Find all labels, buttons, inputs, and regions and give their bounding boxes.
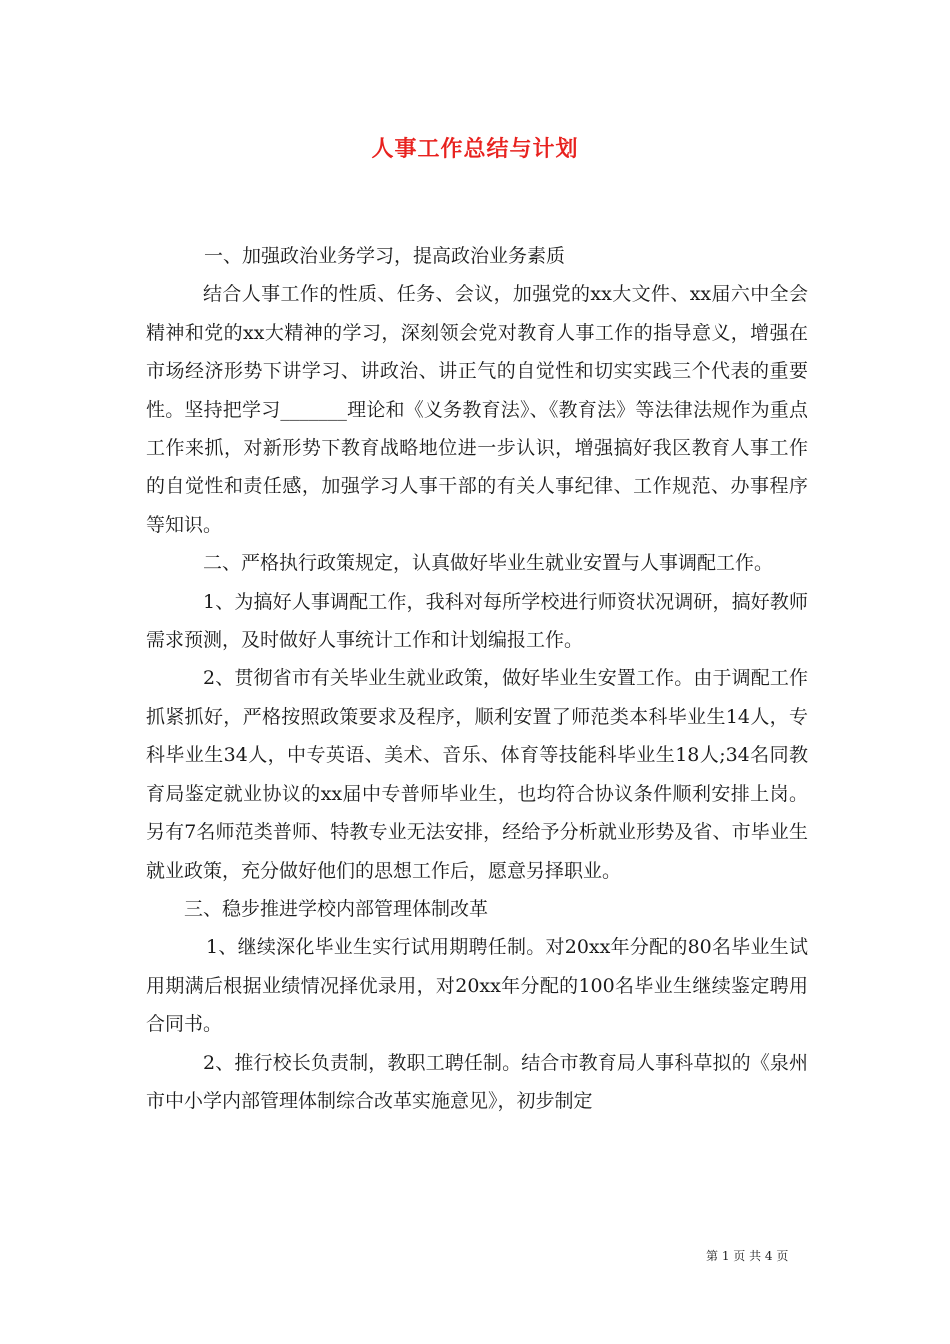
paragraph-3-2: 2、推行校长负责制，教职工聘任制。结合市教育局人事科草拟的《泉州市中小学内部管理体制综合改革实施意见》，初步制定 <box>146 1051 808 1112</box>
paragraph-3-1: 1、继续深化毕业生实行试用期聘任制。对20xx年分配的80名毕业生试用期满后根据业绩情况择优录用，对20xx年分配的100名毕业生继续鉴定聘用合同书。 <box>146 936 808 1036</box>
document-body <box>146 237 808 1120</box>
section-heading-2: 二、严格执行政策规定，认真做好毕业生就业安置与人事调配工作。 <box>203 552 774 575</box>
paragraph-1: 结合人事工作的性质、任务、会议，加强党的xx大文件、xx届六中全会精神和党的xx大精神的学习，深刻领会党对教育人事工作的指导意义，增强在市场经济形势下讲学习、讲政治、讲正气的自觉性和切实实践三个代表的重要性。坚持把学习_______理论和《义务教育法》、《教育法》等法律法规作为重点工作来抓，对新形势下教育战略地位进一步认识，增强搞好我区教育人事工作的自觉性和责任感，加强学习人事干部的有关人事纪律、工作规范、办事程序等知识。 <box>146 283 808 536</box>
paragraph-2-2: 2、贯彻省市有关毕业生就业政策，做好毕业生安置工作。由于调配工作抓紧抓好，严格按照政策要求及程序，顺利安置了师范类本科毕业生14人，专科毕业生34人，中专英语、美术、音乐、体育等技能科毕业生18人;34名同教育局鉴定就业协议的xx届中专普师毕业生，也均符合协议条件顺利安排上岗。另有7名师范类普师、特教专业无法安排，经给予分析就业形势及省、市毕业生就业政策，充分做好他们的思想工作后，愿意另择职业。 <box>146 667 808 882</box>
paragraph-2-1: 1、为搞好人事调配工作，我科对每所学校进行师资状况调研，搞好教师需求预测，及时做好人事统计工作和计划编报工作。 <box>146 590 808 652</box>
section-heading-1: 一、加强政治业务学习，提高政治业务素质 <box>204 245 566 267</box>
page-number: 第 1 页 共 4 页 <box>706 1249 789 1263</box>
document-title: 人事工作总结与计划 <box>371 137 579 162</box>
section-heading-3: 三、稳步推进学校内部管理体制改革 <box>184 897 489 920</box>
